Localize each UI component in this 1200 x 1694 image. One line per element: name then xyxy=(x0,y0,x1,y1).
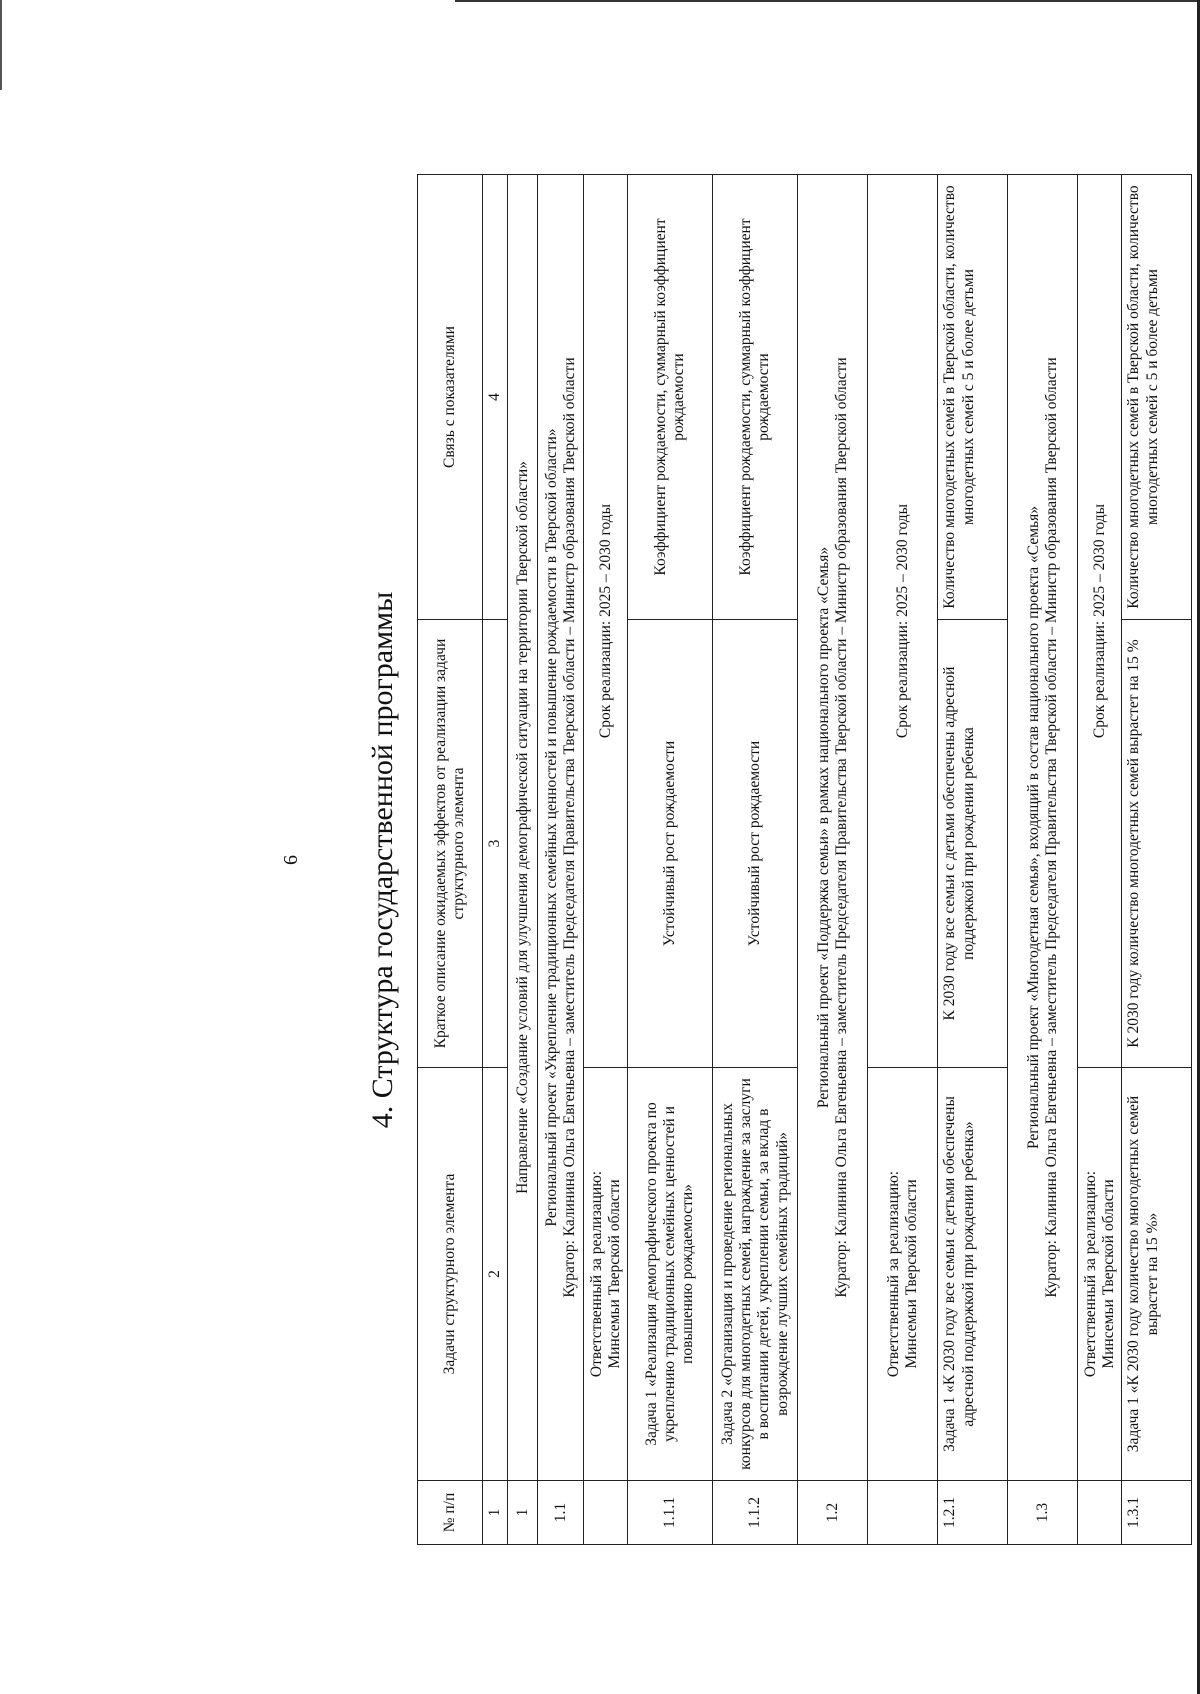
project-row xyxy=(1008,175,1078,1545)
responsible-cell xyxy=(868,1068,938,1481)
task-row xyxy=(628,175,713,1545)
header-task: Задачи структурного элемента xyxy=(418,1068,483,1481)
column-number: 2 xyxy=(483,1068,508,1481)
task-row xyxy=(1122,175,1192,1545)
row-num: 1.1.2 xyxy=(713,1481,798,1545)
row-num-empty xyxy=(868,1481,938,1545)
project-curator: Куратор: Калинина Ольга Евгеньевна – заместитель Председателя Правительства Тверской области – Министр образования Тверской области xyxy=(832,357,850,1298)
scan-edge-top xyxy=(455,0,1200,2)
link-cell: Количество многодетных семей в Тверской области, количество многодетных семей с 5 и более детьми xyxy=(938,175,1008,620)
project-cell xyxy=(538,175,584,1481)
task-cell: Задача 1 «К 2030 году все семьи с детьми обеспечены адресной поддержкой при рождении ребенка» xyxy=(938,1068,1008,1481)
row-num-empty xyxy=(1078,1481,1122,1545)
row-num: 1.2.1 xyxy=(938,1481,1008,1545)
direction-row xyxy=(508,175,538,1545)
responsible-org: Минсемьи Тверской области xyxy=(902,1179,920,1369)
responsible-label: Ответственный за реализацию: xyxy=(587,1170,605,1378)
responsible-label: Ответственный за реализацию: xyxy=(1081,1170,1099,1378)
page-title: 4. Структура государственной программы xyxy=(366,591,399,1129)
responsible-cell xyxy=(1078,1068,1122,1481)
link-cell: Коэффициент рождаемости, суммарный коэффициент рождаемости xyxy=(713,175,798,620)
rotated-page xyxy=(270,175,1161,1545)
row-num: 1.3.1 xyxy=(1122,1481,1192,1545)
project-curator: Куратор: Калинина Ольга Евгеньевна – заместитель Председателя Правительства Тверской области – Министр образования Тверской области xyxy=(560,357,578,1298)
term-cell: Срок реализации: 2025 – 2030 годы xyxy=(1078,175,1122,1068)
column-number: 4 xyxy=(483,175,508,620)
row-num: 1 xyxy=(508,1481,538,1545)
task-cell: Задача 2 «Организация и проведение региональных конкурсов для многодетных семей, награждение за заслуги в воспитании детей, укреплении семьи, за вклад в возрождение лучших семейных традиций» xyxy=(713,1068,798,1481)
responsible-cell xyxy=(584,1068,628,1481)
effect-cell: К 2030 году все семьи с детьми обеспечены адресной поддержкой при рождении ребенка xyxy=(938,620,1008,1068)
task-row xyxy=(938,175,1008,1545)
row-num-empty xyxy=(584,1481,628,1545)
row-num: 1.3 xyxy=(1008,1481,1078,1545)
direction-text: Направление «Создание условий для улучшения демографической ситуации на территории Тверской области» xyxy=(508,175,538,1481)
project-cell xyxy=(798,175,868,1481)
term-cell: Срок реализации: 2025 – 2030 годы xyxy=(868,175,938,1068)
project-name: Региональный проект «Поддержка семьи» в рамках национального проекта «Семья» xyxy=(814,546,832,1109)
project-row xyxy=(538,175,584,1545)
project-cell xyxy=(1008,175,1078,1481)
task-row xyxy=(713,175,798,1545)
effect-cell: Устойчивый рост рождаемости xyxy=(628,620,713,1068)
scan-edge-left xyxy=(0,0,2,90)
effect-cell: К 2030 году количество многодетных семей вырастет на 15 % xyxy=(1122,620,1192,1068)
responsible-org: Минсемьи Тверской области xyxy=(605,1179,623,1369)
header-link: Связь с показателями xyxy=(418,175,483,620)
structure-table xyxy=(417,174,1192,1545)
row-num: 1.1 xyxy=(538,1481,584,1545)
row-num: 1.2 xyxy=(798,1481,868,1545)
project-row xyxy=(798,175,868,1545)
project-name: Региональный проект «Многодетная семья», входящий в состав национального проекта «Семья» xyxy=(1024,506,1042,1149)
effect-cell: Устойчивый рост рождаемости xyxy=(713,620,798,1068)
term-cell: Срок реализации: 2025 – 2030 годы xyxy=(584,175,628,1068)
header-num: № п/п xyxy=(418,1481,483,1545)
responsible-label: Ответственный за реализацию: xyxy=(884,1170,902,1378)
column-numbers-row xyxy=(483,175,508,1545)
column-number: 1 xyxy=(483,1481,508,1545)
project-name: Региональный проект «Укрепление традиционных семейных ценностей и повышение рождаемости в Тверской области» xyxy=(542,428,560,1227)
column-number: 3 xyxy=(483,620,508,1068)
task-cell: Задача 1 «К 2030 году количество многодетных семей вырастет на 15 %» xyxy=(1122,1068,1192,1481)
responsible-org: Минсемьи Тверской области xyxy=(1099,1179,1117,1369)
task-cell: Задача 1 «Реализация демографического проекта по укреплению традиционных семейных ценностей и повышению рождаемости» xyxy=(628,1068,713,1481)
responsible-row xyxy=(1078,175,1122,1545)
row-num: 1.1.1 xyxy=(628,1481,713,1545)
responsible-row xyxy=(868,175,938,1545)
header-row xyxy=(418,175,483,1545)
link-cell: Количество многодетных семей в Тверской области, количество многодетных семей с 5 и более детьми xyxy=(1122,175,1192,620)
responsible-row xyxy=(584,175,628,1545)
project-curator: Куратор: Калинина Ольга Евгеньевна – заместитель Председателя Правительства Тверской области – Министр образования Тверской области xyxy=(1042,357,1060,1298)
link-cell: Коэффициент рождаемости, суммарный коэффициент рождаемости xyxy=(628,175,713,620)
page-number: 6 xyxy=(280,855,302,865)
header-effects: Краткое описание ожидаемых эффектов от реализации задачи структурного элемента xyxy=(418,620,483,1068)
